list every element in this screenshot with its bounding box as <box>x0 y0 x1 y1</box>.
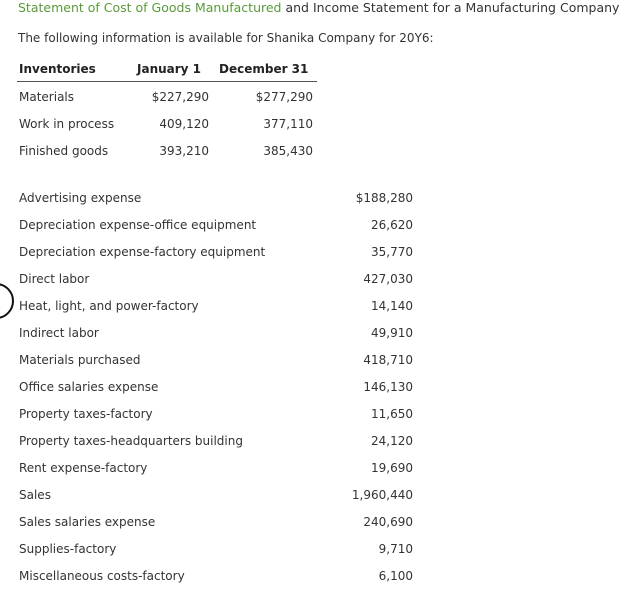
intro-text: The following information is available for Shanika Company for 20Y6: <box>18 31 434 45</box>
item-label: Materials purchased <box>19 353 141 367</box>
item-value: 6,100 <box>378 569 413 583</box>
item-label: Office salaries expense <box>19 380 159 394</box>
item-label: Depreciation expense-factory equipment <box>19 245 266 259</box>
list-item <box>17 563 417 590</box>
row-january-value: 393,210 <box>159 144 209 158</box>
item-value: 9,710 <box>378 542 413 556</box>
list-item <box>17 239 417 266</box>
item-label: Advertising expense <box>19 191 142 205</box>
item-value: 14,140 <box>371 299 413 313</box>
item-value: 418,710 <box>363 353 413 367</box>
table-row <box>17 82 317 109</box>
item-label: Heat, light, and power-factory <box>19 299 199 313</box>
item-value: $188,280 <box>355 191 413 205</box>
table-row <box>17 109 317 136</box>
list-item <box>17 185 417 212</box>
item-label: Indirect labor <box>19 326 99 340</box>
item-label: Direct labor <box>19 272 90 286</box>
list-item <box>17 320 417 347</box>
item-label: Property taxes-factory <box>19 407 153 421</box>
item-value: 24,120 <box>371 434 413 448</box>
item-label: Property taxes-headquarters building <box>19 434 243 448</box>
item-value: 11,650 <box>371 407 413 421</box>
item-label: Depreciation expense-office equipment <box>19 218 257 232</box>
list-item <box>17 536 417 563</box>
item-value: 240,690 <box>363 515 413 529</box>
inventories-table <box>17 58 317 163</box>
item-label: Supplies-factory <box>19 542 117 556</box>
item-value: 1,960,440 <box>351 488 413 502</box>
list-item <box>17 509 417 536</box>
row-january-value: 409,120 <box>159 117 209 131</box>
list-item <box>17 374 417 401</box>
list-item <box>17 455 417 482</box>
list-item <box>17 293 417 320</box>
item-value: 49,910 <box>371 326 413 340</box>
row-december-value: 377,110 <box>263 117 313 131</box>
heading-rest: and Income Statement for a Manufacturing Company <box>281 0 620 15</box>
item-value: 427,030 <box>363 272 413 286</box>
row-label: Finished goods <box>19 144 109 158</box>
row-december-value: 385,430 <box>263 144 313 158</box>
item-label: Miscellaneous costs-factory <box>19 569 185 583</box>
item-value: 26,620 <box>371 218 413 232</box>
row-label: Work in process <box>19 117 115 131</box>
list-item <box>17 482 417 509</box>
row-label: Materials <box>19 90 75 104</box>
list-item <box>17 212 417 239</box>
item-label: Sales salaries expense <box>19 515 156 529</box>
side-circle-icon[interactable] <box>0 283 14 319</box>
header-inventories: Inventories <box>19 62 96 76</box>
list-item <box>17 428 417 455</box>
item-label: Sales <box>19 488 51 502</box>
heading-link[interactable]: Statement of Cost of Goods Manufactured <box>18 0 282 15</box>
list-item <box>17 401 417 428</box>
inventories-header-row <box>17 58 317 82</box>
item-value: 19,690 <box>371 461 413 475</box>
table-row <box>17 136 317 163</box>
page-heading <box>18 0 619 15</box>
item-value: 146,130 <box>363 380 413 394</box>
header-december-31: December 31 <box>219 62 309 76</box>
header-january-1: January 1 <box>137 62 202 76</box>
row-december-value: $277,290 <box>255 90 313 104</box>
item-label: Rent expense-factory <box>19 461 148 475</box>
item-value: 35,770 <box>371 245 413 259</box>
list-item <box>17 266 417 293</box>
list-item <box>17 347 417 374</box>
row-january-value: $227,290 <box>151 90 209 104</box>
expense-list <box>17 185 417 590</box>
